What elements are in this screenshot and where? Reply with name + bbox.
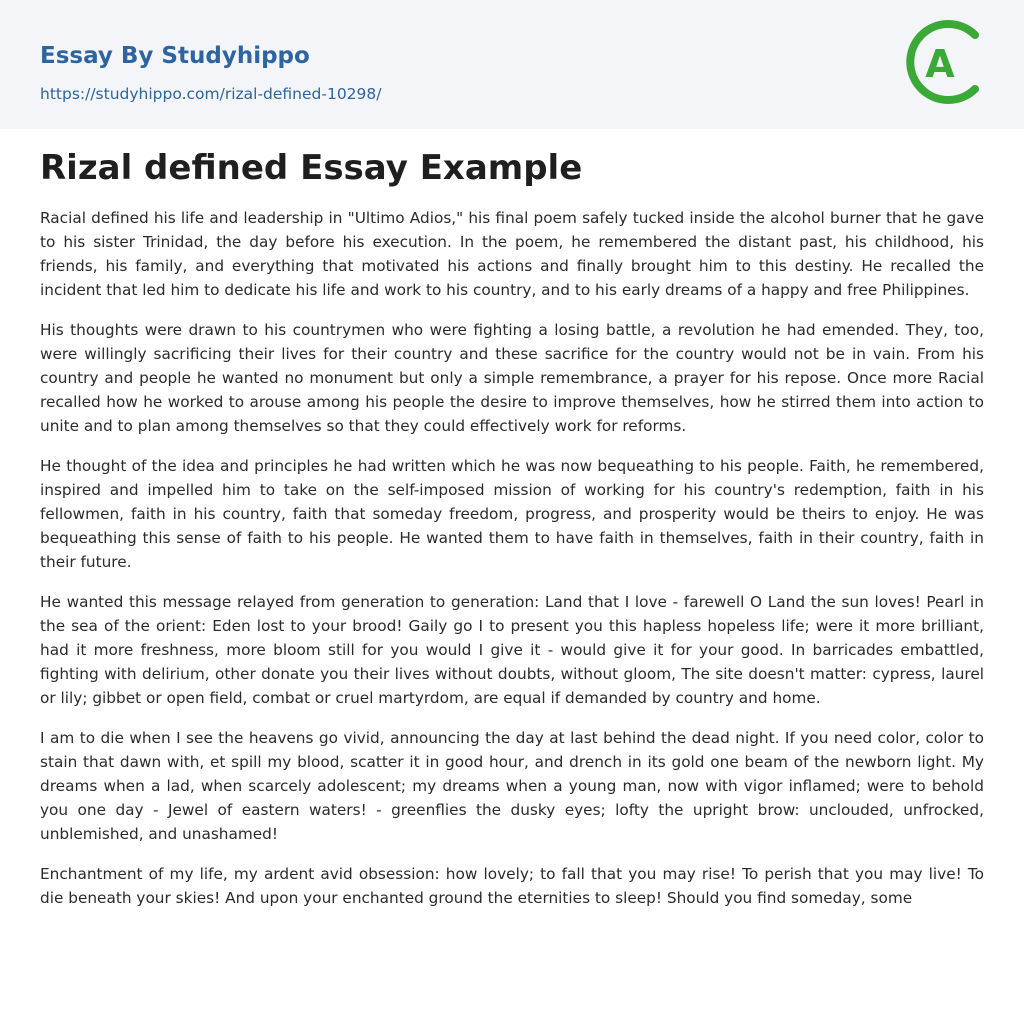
page-title: Rizal defined Essay Example — [40, 148, 583, 188]
brand-title[interactable]: Essay By Studyhippo — [40, 43, 310, 69]
essay-paragraph: Enchantment of my life, my ardent avid obsession: how lovely; to fall that you may rise! To perish that you may live! To die beneath your skies! And upon your enchanted ground the eternities to sleep! Should you find someday, some — [40, 865, 984, 907]
studyhippo-logo-icon[interactable] — [897, 18, 985, 106]
site-header — [0, 0, 1024, 129]
source-url-link[interactable]: https://studyhippo.com/rizal-defined-10298/ — [40, 85, 382, 103]
essay-paragraph: He thought of the idea and principles he had written which he was now bequeathing to his people. Faith, he remembered, inspired and impelled him to take on the self-imposed mission of working for his country's redemption, faith in his fellowmen, faith in his country, faith that someday freedom, progress, and prosperity would be theirs to enjoy. He was bequeathing this sense of faith to his people. He wanted them to have faith in themselves, faith in their country, faith in their future. — [40, 457, 984, 571]
essay-paragraph: Racial defined his life and leadership in "Ultimo Adios," his final poem safely tucked inside the alcohol burner that he gave to his sister Trinidad, the day before his execution. In the poem, he remembered the distant past, his childhood, his friends, his family, and everything that motivated his actions and finally brought him to this destiny. He recalled the incident that led him to dedicate his life and work to his country, and to his early dreams of a happy and free Philippines. — [40, 209, 984, 299]
essay-paragraph: I am to die when I see the heavens go vivid, announcing the day at last behind the dead night. If you need color, color to stain that dawn with, et spill my blood, scatter it in good hour, and drench in its gold one beam of the newborn light. My dreams when a lad, when scarcely adolescent; my dreams when a young man, now with vigor inflamed; were to behold you one day - Jewel of eastern waters! - greenflies the dusky eyes; lofty the upright brow: unclouded, unfrocked, unblemished, and unashamed! — [40, 729, 984, 843]
article — [40, 140, 984, 926]
logo-letter: A — [925, 42, 955, 86]
essay-paragraph: His thoughts were drawn to his countrymen who were fighting a losing battle, a revolution he had emended. They, too, were willingly sacrificing their lives for their country and these sacrifice for the country would not be in vain. From his country and people he wanted no monument but only a simple remembrance, a prayer for his repose. Once more Racial recalled how he worked to arouse among his people the desire to improve themselves, how he stirred them into action to unite and to plan among themselves so that they could effectively work for reforms. — [40, 321, 984, 435]
essay-paragraph: He wanted this message relayed from generation to generation: Land that I love - farewell O Land the sun loves! Pearl in the sea of the orient: Eden lost to your brood! Gaily go I to present you this hapless hopeless life; were it more brilliant, had it more freshness, more bloom still for you would I give it - would give it for your good. In barricades embattled, fighting with delirium, other donate you their lives without doubts, without gloom, The site doesn't matter: cypress, laurel or lily; gibbet or open field, combat or cruel martyrdom, are equal if demanded by country and home. — [40, 593, 984, 707]
